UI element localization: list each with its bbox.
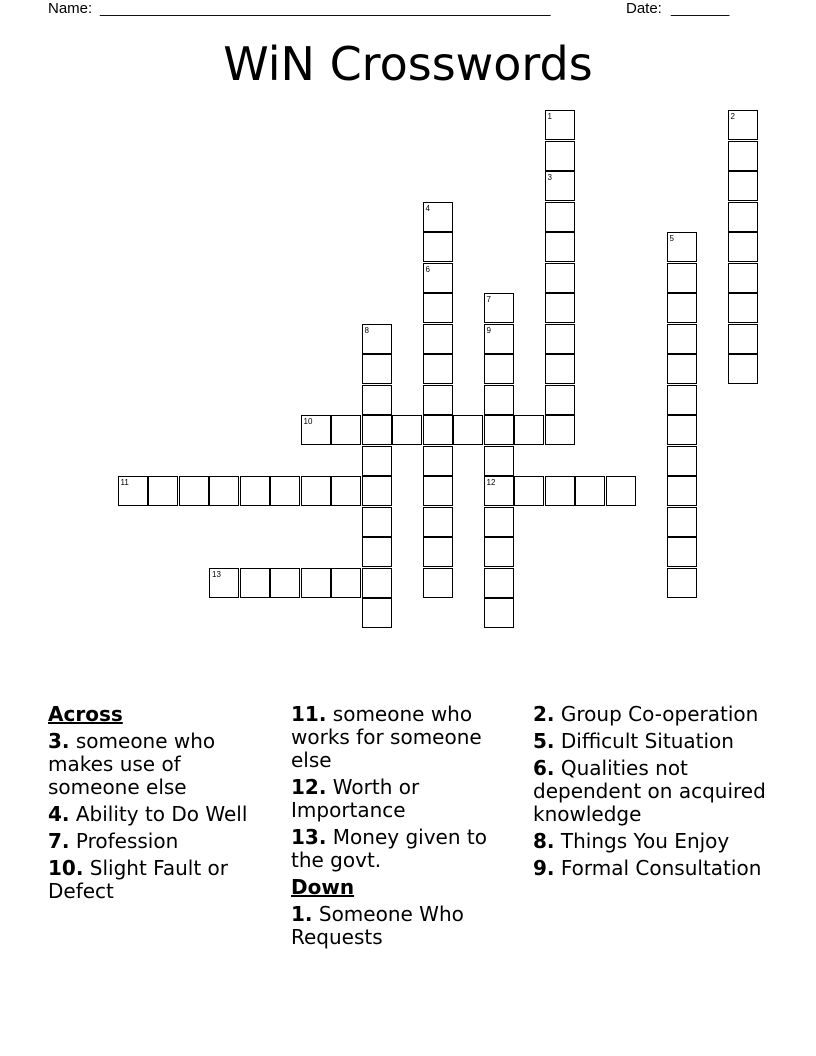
crossword-cell[interactable] [545, 354, 575, 384]
crossword-cell[interactable] [392, 415, 422, 445]
crossword-cell[interactable] [667, 385, 697, 415]
crossword-cell[interactable] [728, 171, 758, 201]
crossword-cell[interactable] [545, 232, 575, 262]
crossword-cell[interactable] [362, 446, 392, 476]
clue-down-6 [533, 757, 773, 826]
clue-down-1 [291, 903, 519, 949]
crossword-cell[interactable] [667, 232, 697, 262]
crossword-cell[interactable] [514, 476, 544, 506]
crossword-cell[interactable] [545, 141, 575, 171]
crossword-cell[interactable] [545, 110, 575, 140]
clue-number-label: 3 [547, 173, 552, 182]
clue-number: 12. [291, 775, 327, 799]
crossword-cell[interactable] [728, 293, 758, 323]
crossword-cell[interactable] [484, 324, 514, 354]
crossword-cell[interactable] [362, 385, 392, 415]
clue-number-label: 4 [425, 203, 430, 213]
clue-text: Worth or Importance [291, 775, 420, 822]
across-heading: Across [48, 702, 123, 726]
crossword-cell[interactable] [484, 446, 514, 476]
crossword-cell[interactable] [301, 568, 331, 598]
crossword-cell[interactable] [484, 476, 514, 506]
clue-number: 6. [533, 756, 555, 780]
clue-number-label: 12 [486, 478, 496, 487]
crossword-cell[interactable] [667, 446, 697, 476]
crossword-cell[interactable] [514, 415, 544, 445]
crossword-cell[interactable] [331, 568, 361, 598]
clue-number-label: 2 [730, 112, 735, 121]
crossword-cell[interactable] [301, 415, 331, 445]
clue-down-5 [533, 730, 773, 753]
crossword-cell[interactable] [209, 568, 239, 598]
clue-text: Someone Who Requests [291, 902, 464, 949]
clue-number: 9. [533, 856, 555, 880]
date-label: Date: [626, 0, 662, 17]
name-blank-line[interactable]: ______________________________________________________ [100, 0, 551, 17]
crossword-cell[interactable] [423, 263, 453, 293]
crossword-cell[interactable] [423, 476, 453, 506]
crossword-cell[interactable] [423, 568, 453, 598]
crossword-cell[interactable] [209, 476, 239, 506]
crossword-cell[interactable] [545, 385, 575, 415]
clues-column-1 [48, 703, 273, 907]
crossword-cell[interactable] [423, 232, 453, 262]
crossword-cell[interactable] [423, 293, 453, 323]
crossword-cell[interactable] [667, 568, 697, 598]
crossword-cell[interactable] [362, 476, 392, 506]
crossword-cell[interactable] [667, 263, 697, 293]
crossword-cell[interactable] [545, 293, 575, 323]
crossword-cell[interactable] [301, 476, 331, 506]
clue-across-4 [48, 803, 273, 826]
crossword-cell[interactable] [667, 324, 697, 354]
crossword-cell[interactable] [362, 537, 392, 567]
crossword-cell[interactable] [484, 537, 514, 567]
crossword-cell[interactable] [606, 476, 636, 506]
name-label: Name: [48, 0, 93, 17]
clue-number: 2. [533, 702, 555, 726]
crossword-cell[interactable] [728, 141, 758, 171]
clue-number: 11. [291, 702, 327, 726]
crossword-cell[interactable] [270, 568, 300, 598]
crossword-cell[interactable] [728, 324, 758, 354]
crossword-cell[interactable] [728, 263, 758, 293]
clue-number-label: 13 [212, 569, 221, 579]
clue-text: Group Co-operation [560, 702, 759, 726]
clue-text: someone who works for someone else [291, 702, 482, 772]
crossword-cell[interactable] [179, 476, 209, 506]
crossword-cell[interactable] [423, 537, 453, 567]
crossword-cell[interactable] [423, 415, 453, 445]
crossword-cell[interactable] [575, 476, 605, 506]
clue-number: 1. [291, 902, 313, 926]
clue-number-label: 7 [486, 295, 491, 304]
crossword-cell[interactable] [545, 263, 575, 293]
clue-number-label: 1 [547, 112, 552, 121]
crossword-cell[interactable] [240, 568, 270, 598]
clue-across-12 [291, 776, 519, 822]
page-title: WiN Crosswords [223, 37, 593, 91]
clue-number-label: 10 [303, 417, 313, 426]
clues-column-3 [533, 703, 773, 884]
crossword-cell[interactable] [362, 354, 392, 384]
crossword-cell[interactable] [484, 354, 514, 384]
clue-number-label: 6 [425, 264, 430, 274]
crossword-cell[interactable] [545, 415, 575, 445]
date-blank-line[interactable]: _______ [671, 0, 730, 17]
crossword-cell[interactable] [270, 476, 300, 506]
crossword-cell[interactable] [545, 476, 575, 506]
clue-text: Profession [75, 829, 179, 853]
crossword-cell[interactable] [484, 385, 514, 415]
crossword-cell[interactable] [545, 171, 575, 201]
clues-column-2 [291, 703, 519, 953]
crossword-cell[interactable] [453, 415, 483, 445]
clue-number: 13. [291, 825, 327, 849]
clue-text: Things You Enjoy [560, 829, 730, 853]
crossword-cell[interactable] [667, 354, 697, 384]
clue-down-8 [533, 830, 773, 853]
clue-text: someone who makes use of someone else [48, 729, 216, 799]
clue-number-label: 9 [486, 325, 491, 335]
clue-number-label: 11 [120, 478, 129, 487]
clue-across-3 [48, 730, 273, 799]
crossword-cell[interactable] [118, 476, 148, 506]
crossword-cell[interactable] [362, 568, 392, 598]
clue-number: 3. [48, 729, 70, 753]
crossword-cell[interactable] [423, 202, 453, 232]
clue-text: Slight Fault or Defect [48, 856, 228, 903]
crossword-cell[interactable] [423, 446, 453, 476]
crossword-cell[interactable] [545, 324, 575, 354]
crossword-cell[interactable] [362, 598, 392, 628]
clue-number-label: 8 [364, 325, 369, 335]
crossword-cell[interactable] [728, 354, 758, 384]
clue-number-label: 5 [669, 234, 674, 243]
clue-across-7 [48, 830, 273, 853]
crossword-cell[interactable] [362, 415, 392, 445]
crossword-cell[interactable] [667, 476, 697, 506]
crossword-cell[interactable] [484, 598, 514, 628]
crossword-cell[interactable] [484, 507, 514, 537]
crossword-cell[interactable] [331, 476, 361, 506]
clue-number: 5. [533, 729, 555, 753]
crossword-cell[interactable] [423, 324, 453, 354]
crossword-cell[interactable] [667, 507, 697, 537]
crossword-cell[interactable] [423, 354, 453, 384]
clue-number: 4. [48, 802, 70, 826]
crossword-cell[interactable] [331, 415, 361, 445]
clue-across-10 [48, 857, 273, 903]
crossword-cell[interactable] [362, 324, 392, 354]
clue-number: 7. [48, 829, 70, 853]
clue-across-13 [291, 826, 519, 872]
clue-down-2 [533, 703, 773, 726]
clue-down-9 [533, 857, 773, 880]
clue-across-11 [291, 703, 519, 772]
clue-number: 10. [48, 856, 84, 880]
crossword-cell[interactable] [484, 415, 514, 445]
clue-number: 8. [533, 829, 555, 853]
crossword-cell[interactable] [728, 202, 758, 232]
crossword-cell[interactable] [240, 476, 270, 506]
crossword-cell[interactable] [728, 232, 758, 262]
clue-text: Formal Consultation [560, 856, 762, 880]
crossword-cell[interactable] [484, 293, 514, 323]
crossword-cell[interactable] [667, 537, 697, 567]
clue-text: Money given to the govt. [291, 825, 487, 872]
clue-text: Ability to Do Well [75, 802, 248, 826]
down-heading: Down [291, 875, 355, 899]
crossword-cell[interactable] [423, 507, 453, 537]
crossword-cell[interactable] [362, 507, 392, 537]
crossword-cell[interactable] [728, 110, 758, 140]
clue-text: Difficult Situation [560, 729, 734, 753]
crossword-cell[interactable] [423, 385, 453, 415]
crossword-cell[interactable] [667, 293, 697, 323]
crossword-cell[interactable] [667, 415, 697, 445]
crossword-cell[interactable] [484, 568, 514, 598]
crossword-cell[interactable] [545, 202, 575, 232]
crossword-cell[interactable] [148, 476, 178, 506]
clue-text: Qualities not dependent on acquired knowledge [533, 756, 766, 826]
